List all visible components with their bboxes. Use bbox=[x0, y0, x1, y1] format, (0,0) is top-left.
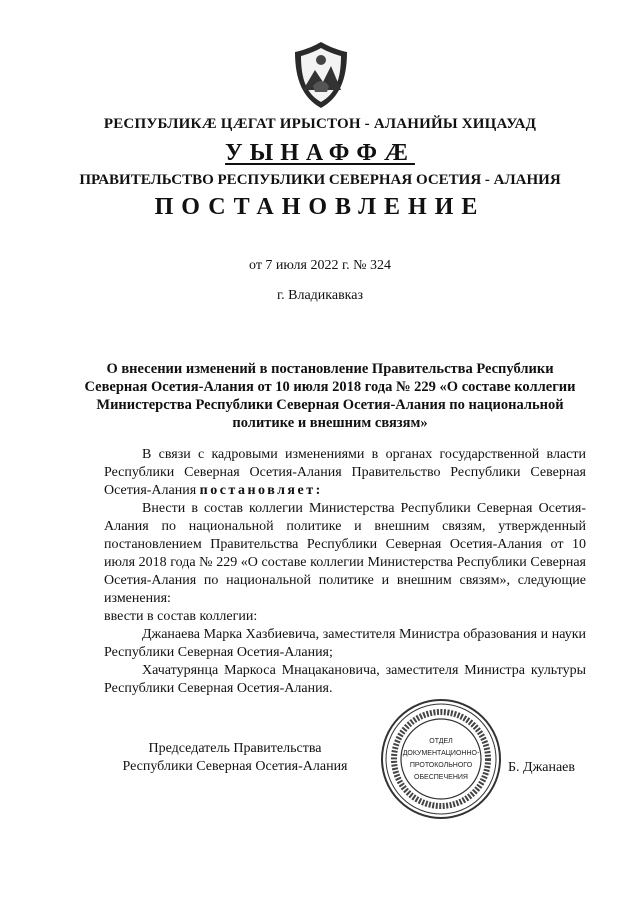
paragraph-preamble bbox=[104, 446, 586, 500]
document-date-number: от 7 июля 2022 г. № 324 bbox=[249, 258, 391, 273]
document-type-title: ПОСТАНОВЛЕНИЕ bbox=[154, 194, 486, 220]
official-seal-stamp bbox=[380, 698, 502, 820]
paragraph-member-2: Хачатурянца Маркоса Мнацакановича, заместителя Министра культуры Республики Северная Осетия-Алания. bbox=[104, 663, 586, 696]
header-ossetian-decree: УЫНАФФӔ bbox=[225, 140, 415, 166]
stamp-line-1: ОТДЕЛ bbox=[429, 738, 453, 745]
signatory-position bbox=[100, 740, 370, 776]
paragraph-member-1: Джанаева Марка Хазбиевича, заместителя Министра образования и науки Республики Северная Осетия-Алания; bbox=[104, 627, 586, 660]
document-city: г. Владикавказ bbox=[276, 288, 364, 303]
document-subject-title: О внесении изменений в постановление Правительства Республики Северная Осетия-Алания от 10 июля 2018 года № 229 «О составе коллегии Министерства Республики Северная Осетия-Алания по национальной политике и внешним связям» bbox=[84, 361, 576, 431]
position-line-2: Республики Северная Осетия-Алания bbox=[122, 759, 348, 774]
stamp-line-2: ДОКУМЕНТАЦИОННО- bbox=[402, 750, 480, 757]
document-body bbox=[104, 446, 586, 698]
signatory-name: Б. Джанаев bbox=[508, 760, 576, 775]
paragraph-intro-list: ввести в состав коллегии: bbox=[104, 609, 258, 624]
paragraph-main: Внести в состав коллегии Министерства Республики Северная Осетия-Алания по национальной политике и внешним связям, утвержденный постановлением Правительства Республики Северная Осетия-Алания от 10 июля 2018 года № 229 «О составе коллегии Министерства Республики Северная Осетия-Алания по национальной политике и внешним связям», следующие изменения: bbox=[104, 501, 586, 606]
stamp-line-3: ПРОТОКОЛЬНОГО bbox=[409, 762, 473, 769]
header-russian-government: ПРАВИТЕЛЬСТВО РЕСПУБЛИКИ СЕВЕРНАЯ ОСЕТИЯ - АЛАНИЯ bbox=[79, 172, 561, 188]
position-line-1: Председатель Правительства bbox=[148, 741, 322, 756]
preamble-text: В связи с кадровыми изменениями в органах государственной власти Республики Северная Осетия-Алания Правительство Республики Северная Осетия-Алания bbox=[104, 447, 586, 498]
header-ossetian-government: РЕСПУБЛИКӔ ЦӔГАТ ИРЫСТОН - АЛАНИЙЫ ХИЦАУАД bbox=[103, 116, 537, 132]
decree-keyword: постановляет: bbox=[199, 483, 323, 498]
stamp-line-4: ОБЕСПЕЧЕНИЯ bbox=[414, 774, 468, 781]
coat-of-arms-emblem bbox=[291, 40, 351, 110]
